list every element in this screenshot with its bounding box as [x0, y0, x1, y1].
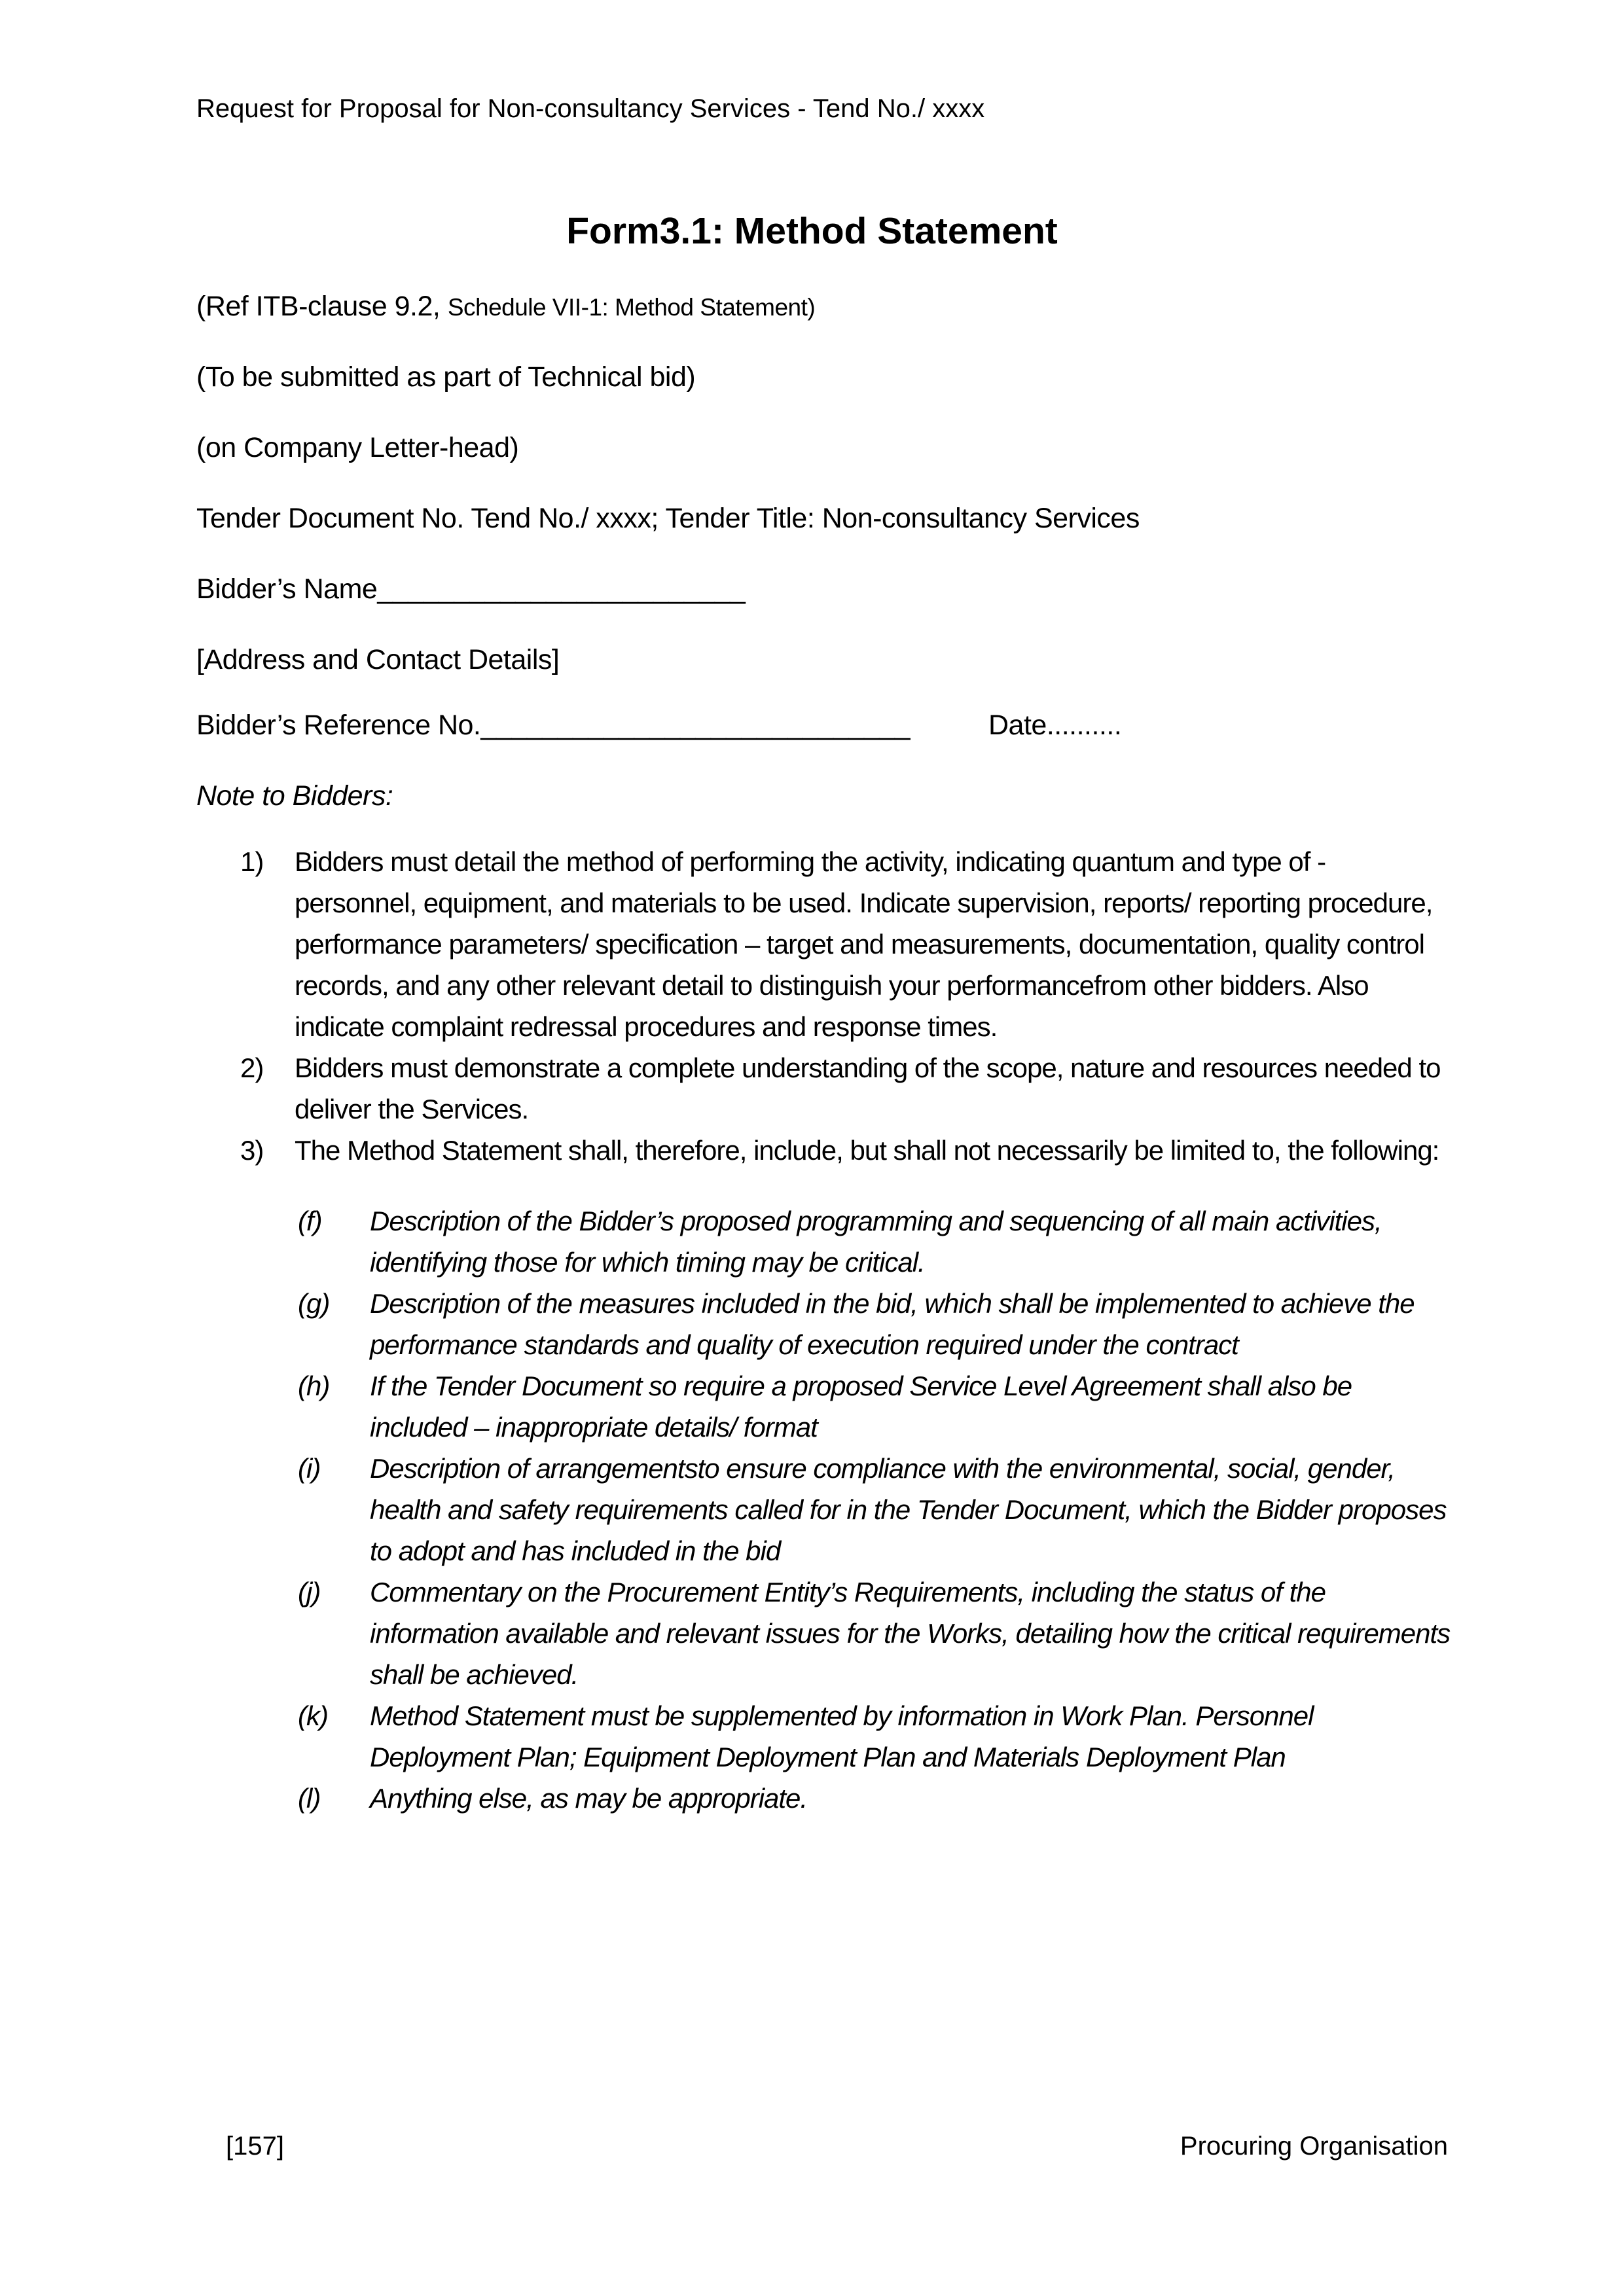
notes-list [196, 841, 1453, 1819]
submitted-note: (To be submitted as part of Technical bid) [196, 361, 696, 393]
method-statement-sublist [196, 1200, 1453, 1819]
sub-item-h-text: If the Tender Document so require a proposed Service Level Agreement shall also be included – inappropriate details/ format [370, 1371, 1352, 1443]
sub-item-k-marker: (k) [298, 1700, 328, 1731]
sub-item-j [196, 1571, 1453, 1695]
running-header [196, 93, 1428, 124]
sub-item-l [196, 1778, 1453, 1819]
form-title: Form3.1: Method Statement [566, 210, 1058, 252]
note-item-3-text: The Method Statement shall, therefore, include, but shall not necessarily be limited to, the following: [295, 1135, 1439, 1166]
note-to-bidders-heading: Note to Bidders: [196, 780, 393, 812]
sub-item-j-marker: (j) [298, 1577, 321, 1607]
letterhead-note: (on Company Letter-head) [196, 432, 519, 463]
reference-blank: ____________________________ [480, 709, 910, 741]
sub-item-g [196, 1283, 1453, 1365]
footer-page-number: [157] [226, 2132, 284, 2161]
ref-clause-schedule: Schedule VII-1: Method Statement) [447, 294, 816, 321]
sub-item-h [196, 1365, 1453, 1448]
sub-item-i-marker: (i) [298, 1453, 321, 1484]
note-item-2-text: Bidders must demonstrate a complete understanding of the scope, nature and resources needed to deliver the Services. [295, 1052, 1441, 1124]
sub-item-g-text: Description of the measures included in the bid, which shall be implemented to achieve the performance standards and quality of execution required under the contract [370, 1288, 1415, 1360]
note-item-3 [196, 1130, 1453, 1171]
bidder-name-line [196, 569, 1428, 610]
bidder-name-blank: ________________________ [377, 573, 746, 605]
sub-item-f-text: Description of the Bidder’s proposed programming and sequencing of all main activities, identifying those for which timing may be critical. [370, 1206, 1382, 1278]
sub-item-j-text: Commentary on the Procurement Entity’s Requirements, including the status of the information available and relevant issues for the Works, detailing how the critical requirements shall be achieved. [370, 1577, 1451, 1690]
reference-date-line [196, 705, 1428, 746]
reference-label: Bidder’s Reference No. [196, 709, 481, 741]
note-item-3-marker: 3) [240, 1135, 264, 1166]
ref-clause-line [196, 286, 1428, 328]
sub-item-k-text: Method Statement must be supplemented by information in Work Plan. Personnel Deployment Plan; Equipment Deployment Plan and Materials Deployment Plan [370, 1700, 1314, 1772]
sub-item-g-marker: (g) [298, 1288, 330, 1319]
page-footer [226, 2130, 1448, 2162]
sub-item-i-text: Description of arrangementsto ensure compliance with the environmental, social, gender, health and safety requirements called for in the Tender Document, which the Bidder proposes to adopt and has included in the bid [370, 1453, 1447, 1566]
address-placeholder: [Address and Contact Details] [196, 644, 560, 675]
note-item-1 [196, 841, 1453, 1047]
date-label: Date.......... [988, 709, 1122, 741]
note-item-1-marker: 1) [240, 846, 264, 877]
footer-organisation: Procuring Organisation [1180, 2132, 1448, 2161]
sub-item-l-marker: (l) [298, 1783, 321, 1814]
sub-item-l-text: Anything else, as may be appropriate. [370, 1783, 808, 1814]
sub-item-f-marker: (f) [298, 1206, 322, 1236]
tender-document-line: Tender Document No. Tend No./ xxxx; Tender Title: Non-consultancy Services [196, 503, 1140, 534]
ref-clause-main: (Ref ITB-clause 9.2, [196, 291, 448, 322]
sub-item-i [196, 1448, 1453, 1571]
note-item-1-text: Bidders must detail the method of performing the activity, indicating quantum and type of - personnel, equipment, and materials to be used. Indicate supervision, reports/ reporting procedure, performance parameters/ specification – target and measurements, documentation, quality control records, and any other relevant detail to distinguish your performancefrom other bidders. Also indicate complaint redressal procedures and response times. [295, 846, 1433, 1042]
note-item-2-marker: 2) [240, 1052, 264, 1083]
note-item-2 [196, 1047, 1453, 1130]
bidder-name-label: Bidder’s Name [196, 573, 378, 605]
sub-item-f [196, 1200, 1453, 1283]
sub-item-h-marker: (h) [298, 1371, 330, 1401]
running-header-text: Request for Proposal for Non-consultancy Services - Tend No./ xxxx [196, 94, 985, 123]
sub-item-k [196, 1695, 1453, 1778]
